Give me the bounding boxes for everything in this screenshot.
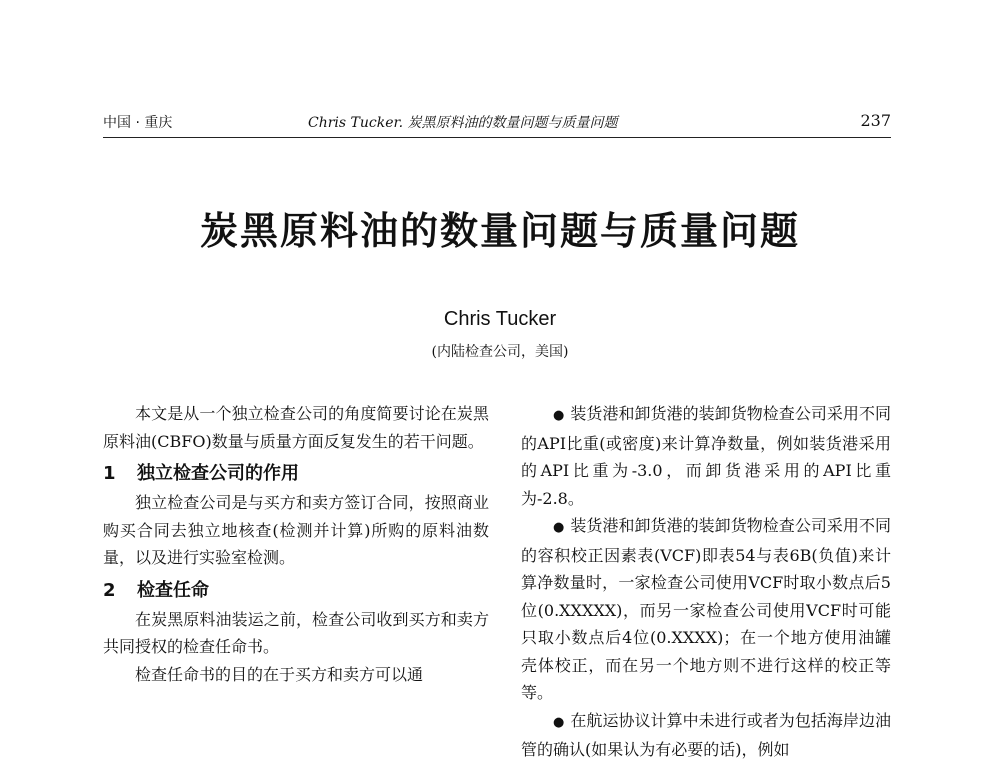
running-header [103, 106, 891, 134]
bullet-paragraph-2 [521, 512, 891, 707]
header-location: 中国 · 重庆 [103, 115, 173, 131]
bullet-paragraph-3 [521, 707, 891, 764]
author-affiliation: (内陆检查公司，美国) [431, 344, 569, 360]
author-name: Chris Tucker [443, 308, 557, 330]
section-2-heading [103, 576, 489, 606]
intro-paragraph: 本文是从一个独立检查公司的角度简要讨论在炭黑原料油(CBFO)数量与质量方面反复发生的若干问题。 [103, 404, 489, 451]
header-citation: Chris Tucker. 炭黑原料油的数量问题与质量问题 [308, 115, 618, 131]
section-1-heading [103, 459, 489, 489]
bullet-icon: ● [553, 520, 565, 535]
bullet-text-2: 装货港和卸货港的装卸货物检查公司采用不同的容积校正因素表(VCF)即表54与表6B(负值)来计算净数量时，一家检查公司使用VCF时取小数点后5位(0.XXXXX)，而另一家检查公司使用VCF时可能只取小数点后4位(0.XXXX)；在一个地方使用油罐壳体校正，而在另一个地方则不进行这样的校正等等。 [521, 516, 891, 702]
bullet-paragraph-1 [521, 400, 891, 512]
left-column [103, 400, 489, 688]
right-column [521, 400, 891, 764]
bullet-icon: ● [553, 408, 565, 423]
header-rule [103, 137, 891, 138]
section-2-paragraph-2: 检查任命书的目的在于买方和卖方可以通 [135, 664, 424, 684]
bullet-text-3: 在航运协议计算中未进行或者为包括海岸边油管的确认(如果认为有必要的话)，例如 [521, 710, 891, 759]
page-number: 237 [860, 111, 891, 130]
section-2-paragraph-1: 在炭黑原料油装运之前，检查公司收到买方和卖方共同授权的检查任命书。 [103, 609, 489, 656]
paper-title: 炭黑原料油的数量问题与质量问题 [199, 208, 800, 253]
section-1-paragraph: 独立检查公司是与买方和卖方签订合同，按照商业购买合同去独立地核查(检测并计算)所购的原料油数量，以及进行实验室检测。 [103, 493, 489, 567]
section-1-title: 独立检查公司的作用 [137, 463, 299, 484]
bullet-icon: ● [553, 714, 565, 730]
section-2-title: 检查任命 [137, 579, 209, 601]
bullet-text-1: 装货港和卸货港的装卸货物检查公司采用不同的API比重(或密度)来计算净数量，例如装货港采用的API比重为-3.0，而卸货港采用的API比重为-2.8。 [521, 404, 891, 508]
section-1-number: 1 [103, 463, 116, 484]
section-2-number: 2 [103, 579, 116, 601]
